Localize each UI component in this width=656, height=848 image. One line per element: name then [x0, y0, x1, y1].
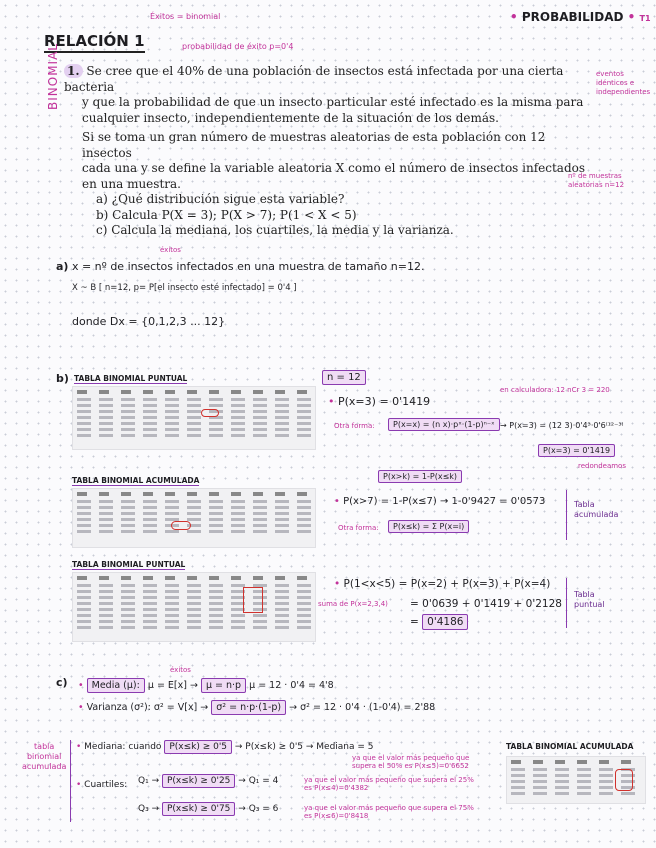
p-1-x-5-line2: = 0'0639 + 0'1419 + 0'2128: [410, 598, 562, 610]
binomial-table-acumulada-1: [72, 488, 316, 548]
part-c-exitos: éxitos: [170, 666, 191, 674]
part-a-exitos: éxitos: [160, 246, 181, 254]
table1-title: TABLA BINOMIAL PUNTUAL: [74, 374, 188, 383]
q3-row: Q₃ → P(x≤k) ≥ 0'75 → Q₃ = 6: [138, 804, 279, 814]
binomial-table-puntual-2: [72, 572, 316, 642]
q1-note: ya que el valor más pequeño que supera el 25% es P(x≤4)=0'4382: [304, 776, 474, 792]
problem-item-c: c) Calcula la mediana, los cuartiles, la media y la varianza.: [96, 223, 454, 237]
part-a-line-2: X ~ B [ n=12, p= P[el insecto esté infectado] = 0'4 ]: [72, 283, 297, 293]
problem-line-3: cualquier insecto, independientemente de la situación de los demás.: [82, 110, 499, 125]
page-title: RELACIÓN 1: [44, 32, 145, 53]
problem-line-4: Si se toma un gran número de muestras aleatorias de esta población con 12 insectos: [82, 130, 546, 160]
p3-result-box: P(x=3) = 0'1419: [538, 444, 615, 457]
brace-puntual: [566, 578, 567, 628]
n-box: n = 12: [322, 370, 366, 385]
table3-title: TABLA BINOMIAL PUNTUAL: [72, 560, 186, 569]
media-row: • Media (μ): μ = E[x] → μ = n·p μ = 12 · 0'4 = 4'8: [78, 680, 334, 691]
binomial-formula-box: P(x=x) = (n x)·pˣ·(1-p)ⁿ⁻ˣ: [388, 418, 500, 431]
cuartiles-label: • Cuartiles:: [76, 780, 127, 790]
problem-line-2: y que la probabilidad de que un insecto particular esté infectado es la misma para: [82, 95, 584, 109]
table2-highlight-circle: [171, 521, 191, 530]
note-eventos-independientes: eventos idénticos e independientes: [596, 70, 651, 96]
complement-box: P(x>k) = 1-P(x≤k): [378, 470, 462, 483]
brace-acumulada: [566, 490, 567, 540]
problem-item-a: a) ¿Qué distribución sigue esta variable?: [96, 192, 345, 206]
problem-number: 1.: [64, 64, 83, 78]
problem-line-5: cada una y se define la variable aleatoria X como el número de insectos infectados: [82, 161, 586, 175]
otra-forma-1: Otra forma:: [334, 422, 375, 430]
tabla-puntual-note: Tabla puntual: [574, 590, 605, 609]
q1-row: Q₁ → P(x≤k) ≥ 0'25 → Q₁ = 4: [138, 776, 279, 786]
sum-formula-box: P(x≤k) = Σ P(x=i): [388, 520, 469, 533]
q3-note: ya que el valor más pequeño que supera el 75% es P(x≤6)=0'8418: [304, 804, 474, 820]
table4-highlight-circle: [615, 769, 633, 791]
suma-note: suma de P(x=2,3,4): [318, 600, 388, 608]
part-a-line-3: donde Dx = {0,1,2,3 ... 12}: [72, 315, 226, 328]
annotation-exitos-binomial: Éxitos = binomial: [150, 12, 221, 21]
problem-item-b: b) Calcula P(X = 3); P(X > 7); P(1 < X < 5): [96, 207, 357, 222]
mediana-note: ya que el valor más pequeño que supera el 50% es P(x≤5)=0'6652: [352, 754, 470, 770]
problem-line-6: en una muestra.: [82, 176, 181, 191]
table3-highlight-rect: [243, 587, 263, 613]
p-x-equals-3: • P(x=3) = 0'1419: [328, 395, 430, 408]
otra-forma-2: Otra forma:: [338, 524, 379, 532]
table2-title: TABLA BINOMIAL ACUMULADA: [72, 476, 200, 485]
redondeamos-note: redondeamos: [578, 462, 626, 470]
part-b-label: b): [56, 372, 69, 385]
brace-cuartiles: [70, 740, 71, 822]
note-muestras: nº de muestras aleatorias n=12: [568, 172, 625, 189]
varianza-row: • Varianza (σ²): σ² = V[x] → σ² = n·p·(1-p) → σ² = 12 · 0'4 · (1-0'4) = 2'88: [78, 702, 435, 713]
section-label: • PROBABILIDAD • T1: [510, 10, 651, 24]
binomial-table-acumulada-2: [506, 756, 646, 804]
table4-title: TABLA BINOMIAL ACUMULADA: [506, 742, 634, 751]
calculator-note: en calculadora: 12 nCr 3 = 220: [500, 386, 610, 394]
binomial-formula-result: → P(x=3) = (12 3)·0'4³·0'6⁽¹²⁻³⁾: [500, 421, 624, 430]
p-1-x-5-line1: • P(1<x<5) = P(x=2) + P(x=3) + P(x=4): [334, 578, 550, 590]
table1-highlight-circle: [201, 409, 219, 417]
p-x-greater-7: • P(x>7) = 1-P(x≤7) → 1-0'9427 = 0'0573: [334, 496, 545, 507]
side-label-binomial: BINOMIAL: [46, 43, 60, 110]
part-c-label: c): [56, 676, 68, 689]
tabla-acumulada-note: Tabla acumulada: [574, 500, 619, 519]
problem-line-1: Se cree que el 40% de una población de insectos está infectada por una cierta bacteria: [64, 64, 564, 94]
problem-statement: [64, 64, 594, 239]
binomial-table-puntual-1: [72, 386, 316, 450]
annotation-prob-exito: probabilidad de éxito p=0'4: [182, 42, 294, 51]
mediana-row: • Mediana: cuando P(x≤k) ≥ 0'5 → P(x≤k) ≥ 0'5 → Mediana = 5: [76, 742, 374, 752]
part-a-line-1: a) x = nº de insectos infectados en una muestra de tamaño n=12.: [56, 260, 425, 273]
p-1-x-5-result: = 0'4186: [410, 616, 468, 628]
tabla-binomial-acumulada-side: tabla binomial acumulada: [22, 742, 67, 771]
